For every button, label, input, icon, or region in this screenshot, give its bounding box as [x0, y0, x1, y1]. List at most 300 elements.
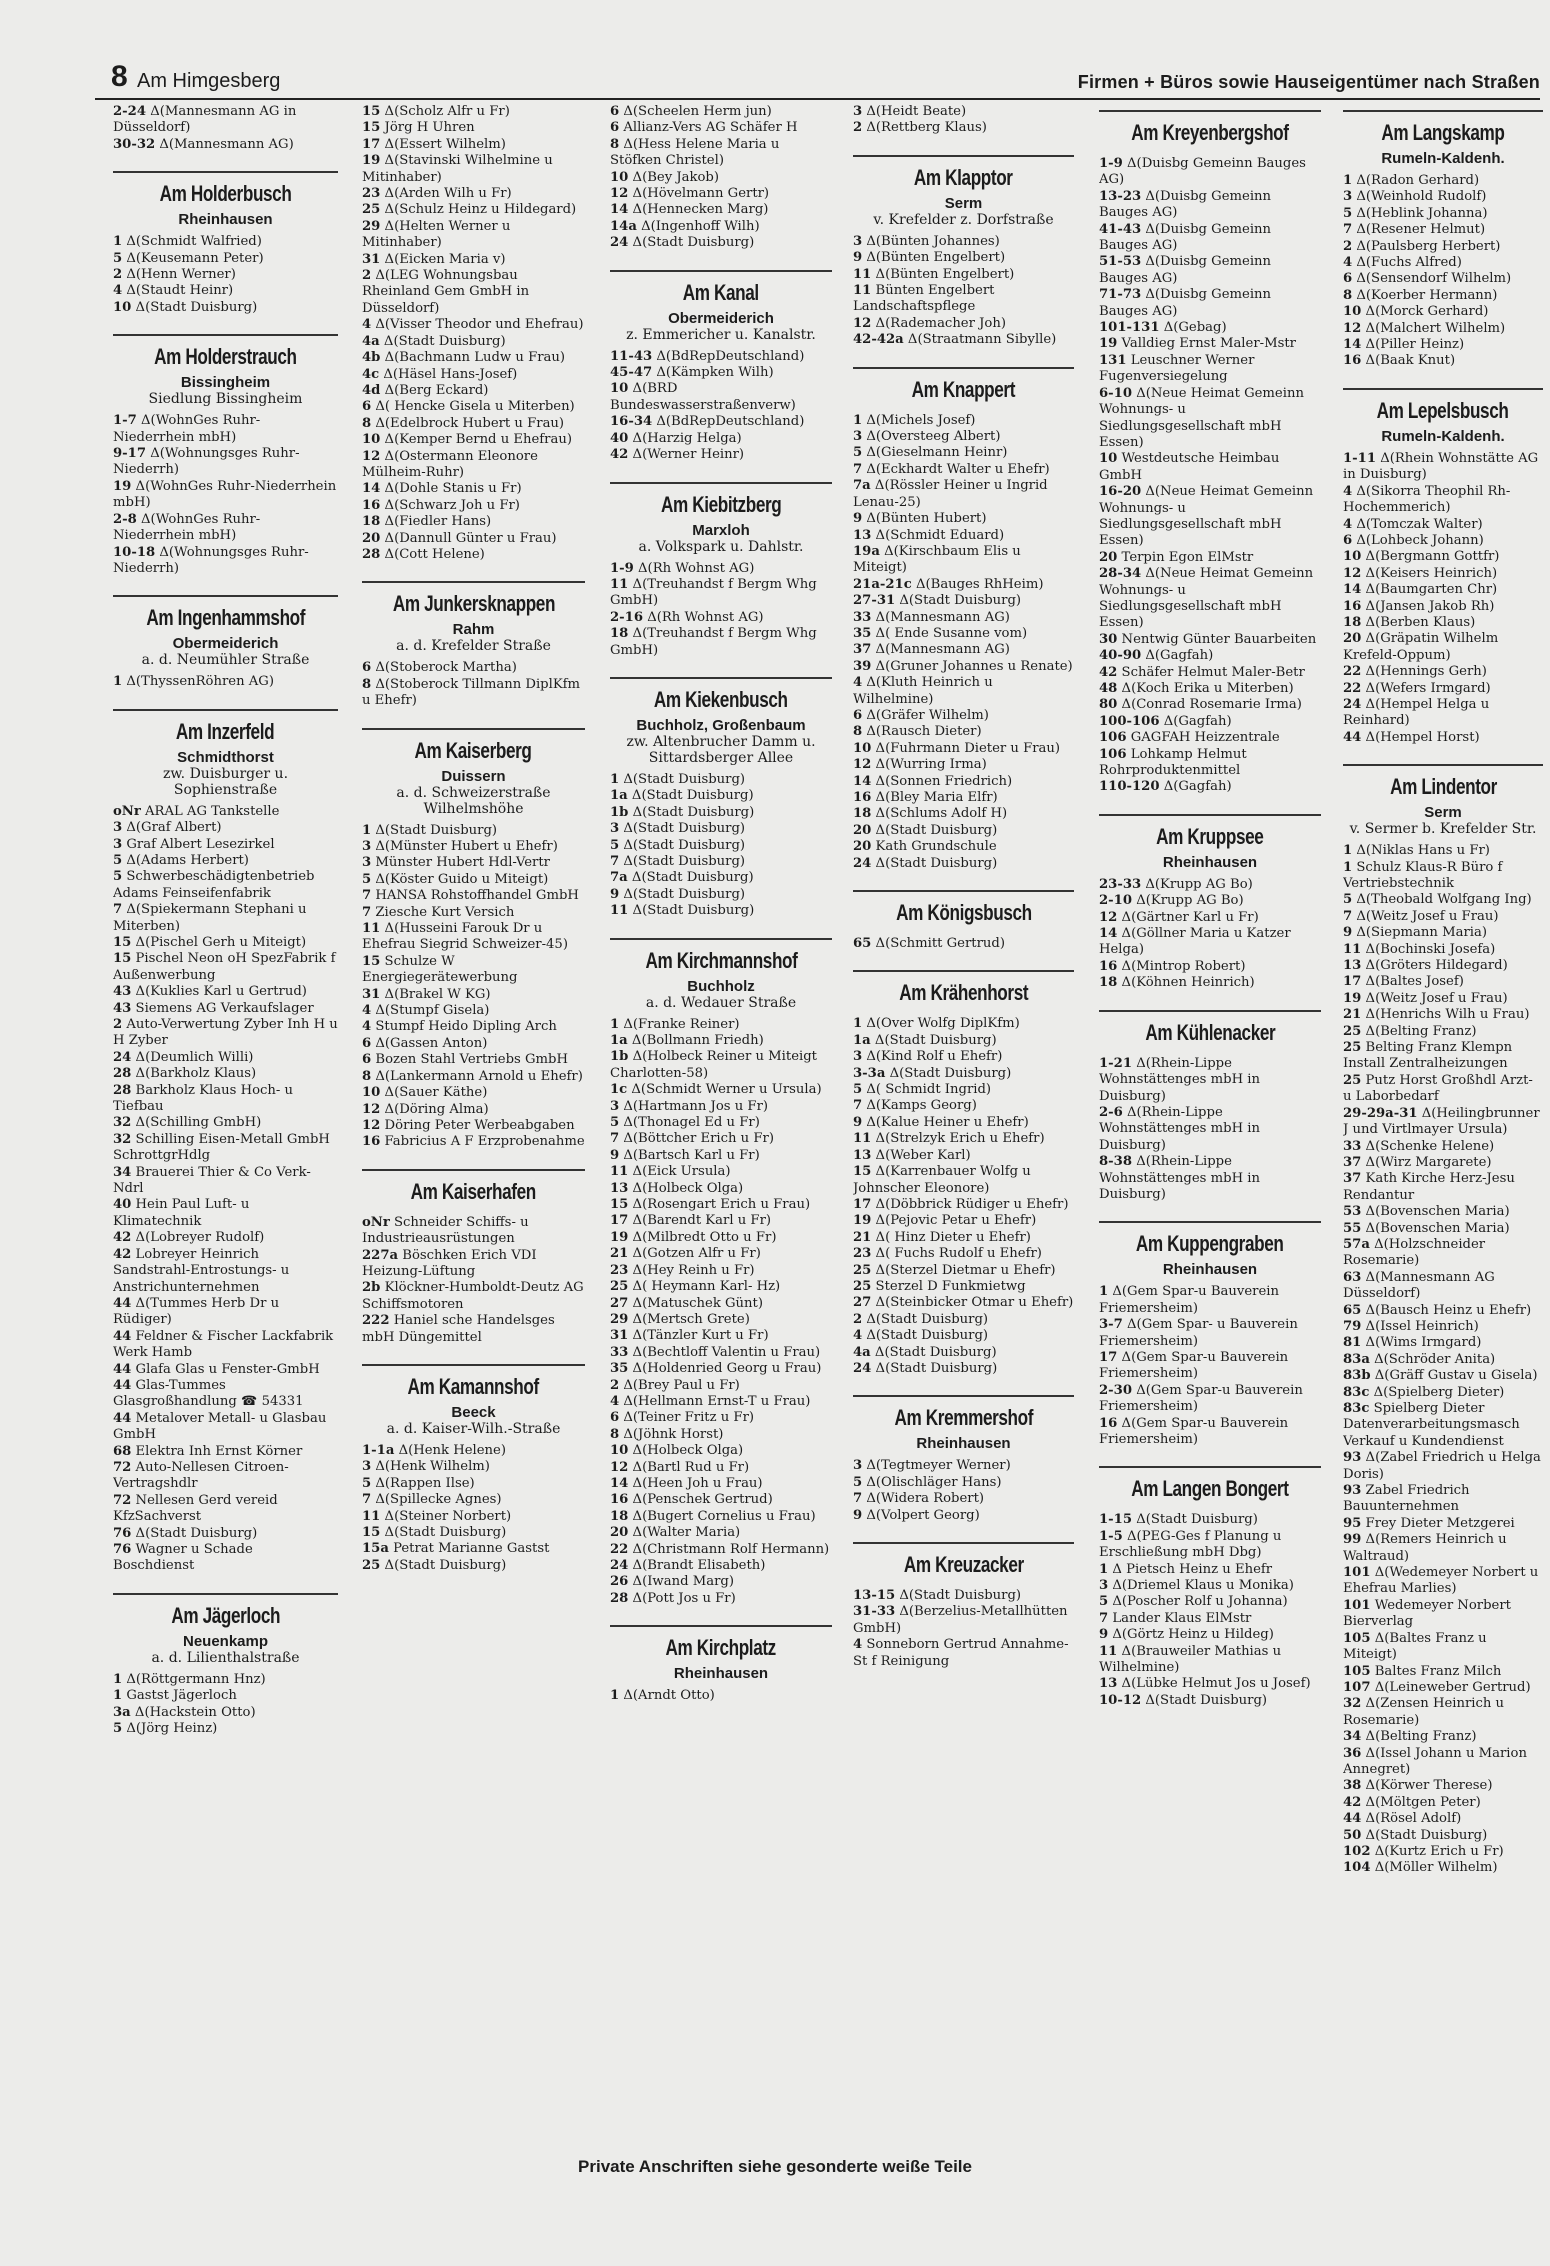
directory-entry: 1a Δ(Stadt Duisburg)	[853, 1032, 997, 1048]
directory-entry: 27-31 Δ(Stadt Duisburg)	[853, 593, 1022, 609]
page-title: Firmen + Büros sowie Hauseigentümer nach Straßen	[1077, 72, 1540, 92]
street-block	[610, 482, 832, 659]
directory-entry: 12 Δ(Ostermann Eleonore Mülheim-Ruhr)	[362, 448, 538, 480]
directory-entry: 1-11 Δ(Rhein Wohnstätte AG in Duisburg)	[1343, 450, 1539, 483]
directory-entry: 3 Δ(Driemel Klaus u Monika)	[1099, 1578, 1294, 1594]
directory-entry: 15 Δ(Stadt Duisburg)	[362, 1525, 507, 1540]
street-location-note: a. d. Neumühler Straße	[141, 652, 310, 669]
directory-entry: 1 Δ Pietsch Heinz u Ehefr	[1099, 1561, 1273, 1577]
directory-entry: 19a Δ(Kirschbaum Elis u Miteigt)	[853, 543, 1021, 576]
directory-entry: 5 Δ(Poscher Rolf u Johanna)	[1099, 1594, 1288, 1610]
directory-entry: 36 Δ(Issel Johann u Marion Annegret)	[1343, 1745, 1527, 1777]
directory-entry: 12 Δ(Hövelmann Gertr)	[610, 186, 770, 202]
district-name: Neuenkamp	[182, 1632, 269, 1650]
directory-entry: 76 Δ(Stadt Duisburg)	[113, 1525, 258, 1541]
street-heading	[853, 155, 1074, 191]
street-block	[610, 1625, 832, 1704]
directory-entry: 131 Leuschner Werner Fugenversiegelung	[1099, 352, 1255, 385]
directory-entry: 2-30 Δ(Gem Spar-u Bauverein Friemersheim)	[1099, 1382, 1303, 1415]
directory-entry: 3a Δ(Hackstein Otto)	[113, 1704, 256, 1720]
street-block	[853, 890, 1074, 952]
directory-entry: 2 Δ(Stadt Duisburg)	[853, 1311, 989, 1327]
directory-entry: 11 Δ(Husseini Farouk Dr u Ehefrau Siegrid Schweizer-45)	[362, 921, 568, 953]
directory-entry: 83b Δ(Gräff Gustav u Gisela)	[1343, 1368, 1538, 1384]
directory-entry: 29 Δ(Helten Werner u Mitinhaber)	[362, 218, 511, 251]
directory-entry: 6 Δ(Lohbeck Johann)	[1343, 532, 1484, 548]
street-title: Am Kuppengraben	[1136, 1231, 1284, 1257]
district-name: Rheinhausen	[673, 1665, 769, 1683]
street-heading	[610, 1625, 832, 1661]
directory-entry: 10 Δ(Fuhrmann Dieter u Frau)	[853, 740, 1061, 756]
directory-entry: 17 Δ(Gem Spar-u Bauverein Friemersheim)	[1099, 1349, 1289, 1382]
street-title: Am Klapptor	[914, 164, 1013, 190]
street-block	[362, 104, 585, 563]
district-name: Rheinhausen	[1162, 853, 1258, 871]
directory-entry: 7 Δ(Stadt Duisburg)	[610, 853, 746, 869]
directory-entry: 5 Δ(Köster Guido u Miteigt)	[362, 871, 549, 887]
directory-entry: 42 Lobreyer Heinrich Sandstrahl-Entrostungs- u Anstrichunternehmen	[113, 1246, 290, 1295]
directory-entry: 17 Δ(Döbbrick Rüdiger u Ehefr)	[853, 1196, 1069, 1212]
directory-entry: 7 Lander Klaus ElMstr	[1099, 1610, 1252, 1626]
directory-entry: 7a Δ(Stadt Duisburg)	[610, 870, 754, 886]
street-location-note: z. Emmericher u. Kanalstr.	[626, 326, 816, 343]
directory-entry: 25 Putz Horst Großhdl Arzt- u Laborbedarf	[1343, 1072, 1533, 1105]
directory-entry: 1-9 Δ(Duisbg Gemeinn Bauges AG)	[1099, 156, 1306, 188]
directory-entry: 1 Δ(Stadt Duisburg)	[610, 771, 746, 787]
directory-entry: 15 Δ(Karrenbauer Wolfg u Johnscher Eleonore)	[853, 1164, 1031, 1196]
directory-entry: 83c Δ(Spielberg Dieter)	[1343, 1384, 1505, 1400]
directory-entry: 3 Δ(Hartmann Jos u Fr)	[610, 1098, 769, 1114]
street-heading	[362, 1169, 585, 1205]
district-name: Marxloh	[692, 521, 750, 539]
directory-entry: 99 Δ(Remers Heinrich u Waltraud)	[1343, 1532, 1507, 1564]
directory-entry: 28 Barkholz Klaus Hoch- u Tiefbau	[113, 1082, 294, 1115]
directory-entry: 32 Schilling Eisen-Metall GmbH SchrottgrHdlg	[113, 1131, 330, 1164]
street-title: Am Kiebitzberg	[660, 491, 782, 517]
directory-entry: 93 Δ(Zabel Friedrich u Helga Doris)	[1343, 1450, 1541, 1482]
directory-entry: 17 Δ(Baltes Josef)	[1343, 974, 1464, 990]
street-heading	[362, 581, 585, 617]
street-location-note: a. d. Schweizerstraße	[396, 784, 551, 801]
directory-entry: 25 Δ(Stadt Duisburg)	[362, 1557, 507, 1573]
district-name: Rheinhausen	[916, 1435, 1011, 1453]
directory-columns	[113, 104, 1543, 2184]
directory-entry: 1-1a Δ(Henk Helene)	[362, 1442, 506, 1458]
street-block	[1099, 1010, 1321, 1204]
directory-entry: 15a Petrat Marianne Gastst	[362, 1541, 550, 1557]
directory-entry: 16 Δ(Schwarz Joh u Fr)	[362, 497, 520, 513]
directory-entry: 4 Stumpf Heido Dipling Arch	[362, 1019, 557, 1035]
directory-entry: 7 HANSA Rohstoffhandel GmbH	[362, 888, 579, 904]
directory-entry: 1 Δ(Röttgermann Hnz)	[113, 1671, 266, 1687]
directory-entry: 53 Δ(Bovenschen Maria)	[1343, 1204, 1510, 1220]
directory-entry: 5 Δ(Olischläger Hans)	[853, 1474, 1002, 1490]
directory-entry: 42 Δ(Lobreyer Rudolf)	[113, 1230, 265, 1246]
street-title: Am Kühlenacker	[1145, 1019, 1275, 1045]
directory-entry: 5 Δ(Stadt Duisburg)	[610, 837, 746, 853]
directory-entry: 15 Δ(Pischel Gerh u Miteigt)	[113, 934, 307, 950]
directory-entry: 7 Ziesche Kurt Versich	[362, 904, 515, 920]
street-location-note: Wilhelmshöhe	[423, 800, 524, 817]
street-block	[113, 334, 338, 577]
directory-entry: 43 Δ(Kuklies Karl u Gertrud)	[113, 984, 307, 1000]
directory-entry: 65 Δ(Bausch Heinz u Ehefr)	[1343, 1302, 1532, 1318]
directory-entry: 1 Δ(Stadt Duisburg)	[362, 822, 498, 838]
directory-entry: 11 Δ(Steiner Norbert)	[362, 1508, 512, 1524]
directory-entry: 1b Δ(Holbeck Reiner u Miteigt Charlotten-58)	[610, 1049, 817, 1081]
directory-entry: 45-47 Δ(Kämpken Wilh)	[610, 365, 774, 381]
street-location-note: Siedlung Bissingheim	[148, 391, 303, 408]
directory-entry: 11 Δ(Brauweiler Mathias u Wilhelmine)	[1099, 1643, 1282, 1676]
directory-entry: 28 Δ(Pott Jos u Fr)	[610, 1590, 736, 1606]
directory-entry: 24 Δ(Deumlich Willi)	[113, 1049, 254, 1065]
directory-entry: 26 Δ(Iwand Marg)	[610, 1574, 734, 1590]
directory-entry: 104 Δ(Möller Wilhelm)	[1343, 1860, 1498, 1876]
directory-entry: 4 Δ(Stumpf Gisela)	[362, 1003, 490, 1019]
directory-entry: 14 Δ(Hennecken Marg)	[610, 202, 769, 218]
street-block	[113, 171, 338, 316]
footer-note: Private Anschriften siehe gesonderte weiße Teile	[578, 2157, 972, 2176]
directory-entry: 11 Δ(Strelzyk Erich u Ehefr)	[853, 1131, 1045, 1147]
directory-entry: 38 Δ(Körwer Therese)	[1343, 1778, 1493, 1794]
directory-entry: 55 Δ(Bovenschen Maria)	[1343, 1220, 1510, 1236]
directory-entry: 12 Δ(Wurring Irma)	[853, 757, 987, 773]
directory-entry: 6-10 Δ(Neue Heimat Gemeinn Wohnungs- u Siedlungsgesellschaft mbH Essen)	[1099, 385, 1304, 450]
directory-entry: 44 Metalover Metall- u Glasbau GmbH	[113, 1410, 327, 1443]
directory-entry: 15 Δ(Rosengart Erich u Frau)	[610, 1197, 811, 1213]
directory-entry: 107 Δ(Leineweber Gertrud)	[1343, 1679, 1531, 1695]
directory-entry: 28 Δ(Cott Helene)	[362, 546, 485, 562]
directory-entry: 10 Δ(BRD Bundeswasserstraßenverw)	[610, 381, 796, 413]
district-name: Obermeiderich	[668, 309, 774, 327]
directory-entry: 9 Δ(Stadt Duisburg)	[610, 886, 746, 902]
directory-entry: 1a Δ(Stadt Duisburg)	[610, 788, 754, 804]
directory-entry: 11 Δ(Bochinski Josefa)	[1343, 941, 1496, 957]
directory-entry: 81 Δ(Wims Irmgard)	[1343, 1335, 1482, 1351]
street-title: Am Königsbusch	[895, 900, 1032, 926]
directory-entry: 9 Δ(Bartsch Karl u Fr)	[610, 1147, 760, 1163]
column-6	[1343, 104, 1543, 2184]
directory-entry: 1 Schulz Klaus-R Büro f Vertriebstechnik	[1343, 859, 1503, 891]
street-location-note: Sittardsberger Allee	[648, 749, 794, 766]
directory-entry: 6 Allianz-Vers AG Schäfer H	[610, 120, 798, 136]
column-4	[853, 104, 1074, 2184]
directory-entry: 19 Δ(Milbredt Otto u Fr)	[610, 1229, 777, 1245]
street-block	[610, 104, 832, 252]
directory-entry: 8-38 Δ(Rhein-Lippe Wohnstättenges mbH in Duisburg)	[1099, 1154, 1260, 1202]
street-block	[1099, 110, 1321, 796]
street-location-note: a. d. Krefelder Straße	[396, 638, 551, 655]
directory-entry: 31 Δ(Tänzler Kurt u Fr)	[610, 1328, 769, 1344]
directory-entry: 1-21 Δ(Rhein-Lippe Wohnstättenges mbH in Duisburg)	[1099, 1055, 1260, 1104]
directory-entry: 25 Sterzel D Funkmietwg	[853, 1278, 1026, 1294]
directory-entry: 3 Δ(Weinhold Rudolf)	[1343, 189, 1487, 205]
directory-entry: 4d Δ(Berg Eckard)	[362, 382, 489, 398]
directory-entry: 4 Δ(Tomczak Walter)	[1343, 516, 1483, 532]
directory-entry: 16 Δ(Jansen Jakob Rh)	[1343, 598, 1495, 614]
directory-entry: 8 Δ(Lankermann Arnold u Ehefr)	[362, 1068, 583, 1084]
street-heading	[1099, 1010, 1321, 1046]
directory-entry: 14 Δ(Heen Joh u Frau)	[610, 1475, 763, 1491]
directory-entry: 1-9 Δ(Rh Wohnst AG)	[610, 560, 755, 576]
directory-entry: 101 Wedemeyer Norbert Bierverlag	[1343, 1597, 1511, 1630]
street-title: Am Kirchmannshof	[644, 947, 798, 973]
directory-entry: 9 Δ(Bünten Hubert)	[853, 511, 987, 527]
directory-entry: 1-15 Δ(Stadt Duisburg)	[1099, 1512, 1258, 1528]
street-title: Am Junkersknappen	[392, 591, 555, 617]
directory-entry: 102 Δ(Kurtz Erich u Fr)	[1343, 1843, 1504, 1859]
directory-entry: 14 Δ(Göllner Maria u Katzer Helga)	[1099, 926, 1291, 958]
directory-entry: 7 Δ(Resener Helmut)	[1343, 222, 1486, 238]
directory-entry: 19 Δ(Stavinski Wilhelmine u Mitinhaber)	[362, 153, 553, 185]
directory-entry: 23 Δ(Arden Wilh u Fr)	[362, 186, 512, 202]
directory-entry: 31-33 Δ(Berzelius-Metallhütten GmbH)	[853, 1604, 1068, 1636]
directory-entry: 8 Δ(Hess Helene Maria u Stöfken Christel)	[610, 136, 780, 169]
directory-entry: 57a Δ(Holzschneider Rosemarie)	[1343, 1236, 1486, 1269]
street-heading	[113, 1593, 338, 1629]
directory-entry: 28-34 Δ(Neue Heimat Gemeinn Wohnungs- u Siedlungsgesellschaft mbH Essen)	[1099, 566, 1314, 631]
directory-entry: 4a Δ(Stadt Duisburg)	[362, 333, 506, 349]
directory-entry: 19 Δ(WohnGes Ruhr-Niederrhein mbH)	[113, 478, 337, 511]
street-title: Am Lepelsbusch	[1377, 397, 1509, 423]
directory-entry: 6 Δ(Gräfer Wilhelm)	[853, 707, 989, 723]
street-block	[113, 1593, 338, 1738]
directory-entry: 17 Δ(Essert Wilhelm)	[362, 136, 506, 152]
directory-entry: 3 Δ(Kind Rolf u Ehefr)	[853, 1049, 1003, 1065]
directory-entry: 33 Δ(Bechtloff Valentin u Frau)	[610, 1344, 821, 1360]
directory-entry: 10 Westdeutsche Heimbau GmbH	[1099, 451, 1280, 483]
directory-entry: 4 Δ(Sikorra Theophil Rh-Hochemmerich)	[1343, 483, 1511, 516]
directory-entry: 14 Δ(Baumgarten Chr)	[1343, 582, 1498, 598]
directory-entry: 16 Fabricius A F Erzprobenahme	[362, 1134, 585, 1150]
directory-entry: 12 Δ(Rademacher Joh)	[853, 315, 1006, 331]
directory-entry: 4 Δ(Hellmann Ernst-T u Frau)	[610, 1393, 811, 1409]
directory-entry: 42 Schäfer Helmut Maler-Betr	[1099, 664, 1305, 680]
street-heading	[853, 1542, 1074, 1578]
directory-entry: 3 Δ(Stadt Duisburg)	[610, 821, 746, 837]
directory-entry: 3 Δ(Henk Wilhelm)	[362, 1459, 490, 1475]
street-block	[610, 270, 832, 464]
directory-entry: 13 Δ(Schmidt Eduard)	[853, 527, 1005, 543]
directory-entry: 8 Δ(Edelbrock Hubert u Frau)	[362, 415, 565, 431]
directory-entry: 37 Kath Kirche Herz-Jesu Rendantur	[1343, 1171, 1515, 1203]
directory-entry: 21a-21c Δ(Bauges RhHeim)	[853, 576, 1044, 592]
directory-entry: 21 Δ(Gotzen Alfr u Fr)	[610, 1246, 761, 1262]
district-name: Buchholz	[687, 977, 755, 995]
directory-entry: 101-131 Δ(Gebag)	[1099, 320, 1227, 336]
street-title: Am Holderbusch	[159, 181, 292, 207]
directory-entry: 15 Jörg H Uhren	[362, 120, 475, 136]
directory-entry: 37 Δ(Wirz Margarete)	[1343, 1154, 1492, 1170]
directory-entry: 1 Δ(Gem Spar-u Bauverein Friemersheim)	[1099, 1284, 1279, 1316]
directory-entry: 63 Δ(Mannesmann AG Düsseldorf)	[1343, 1269, 1495, 1302]
directory-entry: 8 Δ(Stoberock Tillmann DiplKfm u Ehefr)	[362, 676, 581, 709]
street-block	[1343, 388, 1543, 746]
street-heading	[610, 482, 832, 518]
street-heading	[113, 171, 338, 207]
directory-entry: 44 Δ(Hempel Horst)	[1343, 729, 1480, 745]
directory-entry: 18 Δ(Schlums Adolf H)	[853, 806, 1008, 822]
directory-entry: 30-32 Δ(Mannesmann AG)	[113, 136, 294, 152]
directory-entry: 6 Δ( Hencke Gisela u Miterben)	[362, 399, 575, 415]
street-block	[1099, 1221, 1321, 1448]
directory-entry: 7 Δ(Spiekermann Stephani u Miterben)	[113, 902, 307, 934]
directory-entry: 20 Kath Grundschule	[853, 839, 997, 855]
directory-entry: 40 Hein Paul Luft- u Klimatechnik	[113, 1197, 250, 1229]
directory-entry: 3-7 Δ(Gem Spar- u Bauverein Friemersheim)	[1099, 1317, 1298, 1349]
district-name: Serm	[944, 194, 983, 212]
directory-entry: 1b Δ(Stadt Duisburg)	[610, 804, 755, 820]
directory-entry: 17 Δ(Barendt Karl u Fr)	[610, 1213, 772, 1229]
directory-entry: 7 Δ(Spillecke Agnes)	[362, 1492, 502, 1508]
street-block	[362, 728, 585, 1151]
directory-entry: 25 Δ( Heymann Karl- Hz)	[610, 1279, 781, 1295]
directory-entry: 16 Δ(Penschek Gertrud)	[610, 1492, 773, 1508]
directory-entry: 13 Δ(Gröters Hildegard)	[1343, 958, 1508, 974]
street-block	[1343, 110, 1543, 370]
street-heading	[1099, 1221, 1321, 1257]
directory-entry: 21 Δ( Hinz Dieter u Ehefr)	[853, 1229, 1031, 1245]
street-block	[610, 938, 832, 1608]
directory-entry: 25 Belting Franz Klempn Install Zentralheizungen	[1343, 1040, 1513, 1072]
street-title: Am Kiekenbusch	[654, 686, 788, 712]
district-name: Rheinhausen	[178, 211, 273, 229]
street-location-note: a. d. Lilienthalstraße	[151, 1649, 300, 1666]
directory-entry: 8 Δ(Rausch Dieter)	[853, 724, 982, 740]
directory-entry: 1-7 Δ(WohnGes Ruhr-Niederrhein mbH)	[113, 413, 261, 445]
directory-entry: 18 Δ(Treuhandst f Bergm Whg GmbH)	[610, 626, 817, 658]
directory-entry: 227a Böschken Erich VDI Heizung-Lüftung	[362, 1247, 537, 1279]
directory-entry: 8 Δ(Jöhnk Horst)	[610, 1426, 724, 1442]
street-title: Am Lindentor	[1389, 774, 1497, 800]
street-location-note: zw. Altenbrucher Damm u.	[626, 733, 816, 750]
directory-entry: 23 Δ( Fuchs Rudolf u Ehefr)	[853, 1246, 1042, 1262]
directory-entry: 2-16 Δ(Rh Wohnst AG)	[610, 609, 764, 625]
directory-entry: 18 Δ(Köhnen Heinrich)	[1099, 975, 1255, 991]
street-block	[362, 1169, 585, 1346]
directory-entry: 10-18 Δ(Wohnungsges Ruhr-Niederrh)	[113, 544, 309, 576]
street-heading	[362, 1364, 585, 1400]
directory-entry: 10 Δ(Stadt Duisburg)	[113, 299, 258, 315]
directory-entry: 3 Δ(Graf Albert)	[113, 820, 222, 836]
directory-entry: 3 Δ(Bünten Johannes)	[853, 233, 1000, 249]
directory-entry: 71-73 Δ(Duisbg Gemeinn Bauges AG)	[1099, 287, 1272, 319]
directory-entry: 11 Bünten Engelbert Landschaftspflege	[853, 283, 995, 315]
directory-entry: 11 Δ(Stadt Duisburg)	[610, 903, 755, 919]
directory-entry: 44 Glas-Tummes Glasgroßhandlung ☎ 54331	[113, 1377, 304, 1410]
directory-entry: 7 Δ(Eckhardt Walter u Ehefr)	[853, 461, 1050, 477]
district-name: Rahm	[452, 621, 495, 639]
directory-entry: 4c Δ(Häsel Hans-Josef)	[362, 366, 518, 382]
directory-entry: 13 Δ(Holbeck Olga)	[610, 1180, 744, 1196]
street-location-note: v. Krefelder z. Dorfstraße	[873, 211, 1054, 228]
directory-entry: 10-12 Δ(Stadt Duisburg)	[1099, 1692, 1268, 1708]
directory-entry: 32 Δ(Schilling GmbH)	[113, 1115, 262, 1131]
directory-entry: 34 Brauerei Thier & Co Verk-Ndrl	[113, 1164, 311, 1197]
directory-entry: 6 Bozen Stahl Vertriebs GmbH	[362, 1052, 568, 1068]
directory-entry: 1 Δ(Schmidt Walfried)	[113, 234, 262, 250]
page-number: 8	[111, 60, 128, 93]
directory-entry: 18 Δ(Bugert Cornelius u Frau)	[610, 1508, 816, 1524]
street-heading	[1343, 110, 1543, 146]
directory-entry: 2 Δ(Henn Werner)	[113, 267, 236, 283]
directory-entry: 42 Δ(Möltgen Peter)	[1343, 1794, 1481, 1810]
street-heading	[853, 1395, 1074, 1431]
street-title: Am Holderstrauch	[154, 344, 297, 370]
directory-entry: 3 Δ(Oversteeg Albert)	[853, 429, 1001, 445]
district-name: Beeck	[451, 1403, 496, 1421]
directory-entry: 15 Pischel Neon oH SpezFabrik f Außenwerbung	[113, 951, 336, 983]
directory-entry: 7a Δ(Rössler Heiner u Ingrid Lenau-25)	[853, 478, 1048, 510]
directory-entry: 35 Δ( Ende Susanne vom)	[853, 625, 1028, 641]
directory-entry: 95 Frey Dieter Metzgerei	[1343, 1515, 1515, 1531]
directory-entry: 4b Δ(Bachmann Ludw u Frau)	[362, 350, 566, 366]
street-heading	[1099, 814, 1321, 850]
directory-entry: 16 Δ(Mintrop Robert)	[1099, 958, 1246, 974]
directory-entry: 6 Δ(Stoberock Martha)	[362, 660, 517, 676]
street-block	[1099, 814, 1321, 992]
directory-entry: 5 Δ(Jörg Heinz)	[113, 1721, 218, 1737]
directory-entry: 51-53 Δ(Duisbg Gemeinn Bauges AG)	[1099, 254, 1272, 286]
directory-entry: 6 Δ(Scheelen Herm jun)	[610, 104, 772, 119]
directory-entry: 39 Δ(Gruner Johannes u Renate)	[853, 658, 1073, 674]
street-title: Am Knappert	[911, 376, 1016, 402]
directory-entry: 34 Δ(Belting Franz)	[1343, 1729, 1477, 1745]
directory-entry: oNr ARAL AG Tankstelle	[113, 803, 280, 819]
directory-entry: 4 Δ(Kluth Heinrich u Wilhelmine)	[853, 675, 993, 707]
directory-entry: 2-6 Δ(Rhein-Lippe Wohnstättenges mbH in Duisburg)	[1099, 1104, 1260, 1153]
directory-entry: 24 Δ(Brandt Elisabeth)	[610, 1558, 766, 1573]
directory-entry: 2b Klöckner-Humboldt-Deutz AG Schiffsmotoren	[362, 1280, 584, 1312]
directory-entry: 44 Δ(Rösel Adolf)	[1343, 1811, 1462, 1827]
directory-entry: 14 Δ(Piller Heinz)	[1343, 337, 1465, 353]
directory-entry: 105 Baltes Franz Milch	[1343, 1663, 1502, 1679]
street-heading	[1099, 110, 1321, 146]
directory-entry: 22 Δ(Hennings Gerh)	[1343, 664, 1487, 680]
directory-entry: 12 Δ(Bartl Rud u Fr)	[610, 1459, 750, 1475]
directory-entry: 13-15 Δ(Stadt Duisburg)	[853, 1588, 1022, 1603]
directory-entry: 2-24 Δ(Mannesmann AG in Düsseldorf)	[113, 104, 297, 136]
directory-entry: 11-43 Δ(BdRepDeutschland)	[610, 348, 805, 364]
directory-entry: 10 Δ(Holbeck Olga)	[610, 1443, 744, 1459]
street-heading	[1099, 1466, 1321, 1502]
directory-entry: 9 Δ(Görtz Heinz u Hildeg)	[1099, 1627, 1274, 1643]
directory-entry: 20 Terpin Egon ElMstr	[1099, 549, 1254, 565]
directory-entry: 5 Δ(Keusemann Peter)	[113, 250, 264, 266]
directory-entry: 23-33 Δ(Krupp AG Bo)	[1099, 876, 1253, 892]
directory-entry: 4 Δ(Fuchs Alfred)	[1343, 255, 1462, 271]
directory-entry: 20 Δ(Gräpatin Wilhelm Krefeld-Oppum)	[1343, 631, 1499, 663]
column-2	[362, 104, 585, 2184]
street-block	[362, 1364, 585, 1574]
directory-entry: 3 Δ(Heidt Beate)	[853, 104, 967, 119]
directory-entry: 12 Döring Peter Werbeabgaben	[362, 1117, 575, 1133]
directory-entry: 83c Spielberg Dieter Datenverarbeitungsmasch Verkauf u Kundendienst	[1343, 1401, 1520, 1449]
directory-entry: 13-23 Δ(Duisbg Gemeinn Bauges AG)	[1099, 188, 1272, 221]
directory-entry: 10 Δ(Sauer Käthe)	[362, 1085, 488, 1101]
street-title: Am Langen Bongert	[1131, 1476, 1289, 1502]
directory-entry: 24 Δ(Stadt Duisburg)	[853, 1360, 998, 1376]
running-street-name: Am Himgesberg	[137, 70, 281, 92]
directory-entry: 19 Valldieg Ernst Maler-Mstr	[1099, 336, 1296, 352]
street-title: Am Krähenhorst	[899, 980, 1028, 1006]
directory-entry: 16 Δ(Baak Knut)	[1343, 353, 1456, 369]
directory-entry: 8 Δ(Koerber Hermann)	[1343, 287, 1498, 303]
directory-entry: 72 Auto-Nellesen Citroen-Vertragshdlr	[113, 1459, 289, 1492]
directory-entry: 35 Δ(Holdenried Georg u Frau)	[610, 1361, 822, 1377]
directory-entry: 44 Feldner & Fischer Lackfabrik Werk Hamb	[113, 1328, 334, 1361]
directory-entry: 5 Δ(Rappen Ilse)	[362, 1475, 475, 1491]
